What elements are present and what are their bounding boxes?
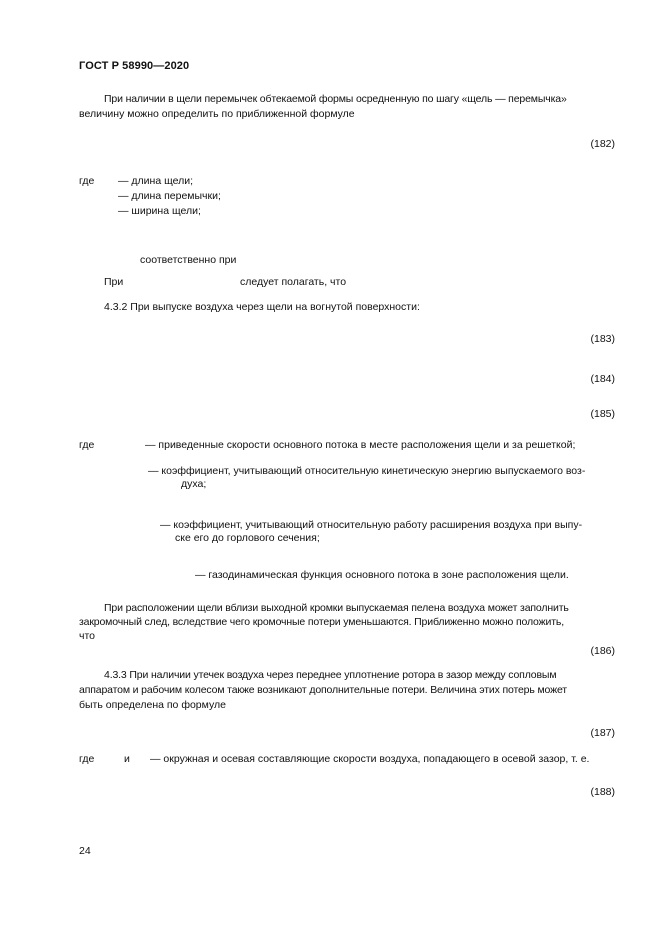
definition-text: духа; xyxy=(181,478,207,490)
equation-number: (184) xyxy=(590,373,615,385)
equation-number: (187) xyxy=(590,727,615,739)
where-label: где xyxy=(79,753,95,765)
definition-text: — окружная и осевая составляющие скорости воздуха, попадающего в осевой зазор, т. е. xyxy=(150,753,590,765)
page-number: 24 xyxy=(79,845,91,857)
section-heading: 4.3.2 При выпуске воздуха через щели на вогнутой поверхности: xyxy=(104,301,420,313)
definition-text: — коэффициент, учитывающий относительную работу расширения воздуха при выпу- xyxy=(160,519,583,531)
definition-text: — длина щели; xyxy=(118,175,194,187)
condition-text: При xyxy=(104,276,124,288)
equation-number: (182) xyxy=(590,138,615,150)
definition-text: — приведенные скорости основного потока в месте расположения щели и за решеткой; xyxy=(145,439,576,451)
equation-number: (185) xyxy=(590,408,615,420)
equation-number: (188) xyxy=(590,786,615,798)
equation-number: (183) xyxy=(590,333,615,345)
paragraph-line: При наличии в щели перемычек обтекаемой формы осредненную по шагу «щель — перемычка» xyxy=(104,93,567,105)
definition-text: — газодинамическая функция основного потока в зоне расположения щели. xyxy=(195,569,569,581)
document-id: ГОСТ Р 58990—2020 xyxy=(79,60,190,72)
paragraph-line: быть определена по формуле xyxy=(79,699,226,711)
equation-number: (186) xyxy=(590,645,615,657)
definition-text: — коэффициент, учитывающий относительную кинетическую энергию выпускаемого воз- xyxy=(148,465,586,477)
definition-text: — ширина щели; xyxy=(118,205,201,217)
where-label: где xyxy=(79,175,95,187)
paragraph-line: 4.3.3 При наличии утечек воздуха через переднее уплотнение ротора в зазор между сопловым xyxy=(104,669,557,681)
paragraph-line: аппаратом и рабочим колесом также возникают дополнительные потери. Величина этих потерь может xyxy=(79,684,567,696)
paragraph-line: величину можно определить по приближенной формуле xyxy=(79,108,355,120)
definition-text: и xyxy=(124,753,130,765)
paragraph-line: При расположении щели вблизи выходной кромки выпускаемая пелена воздуха может заполнить xyxy=(104,602,569,614)
paragraph-line: что xyxy=(79,630,96,642)
definition-text: — длина перемычки; xyxy=(118,190,221,202)
definition-text: соответственно при xyxy=(140,254,237,266)
definition-text: ске его до горлового сечения; xyxy=(175,532,320,544)
where-label: где xyxy=(79,439,95,451)
paragraph-line: закромочный след, вследствие чего кромочные потери уменьшаются. Приближенно можно положить, xyxy=(79,616,564,628)
condition-text: следует полагать, что xyxy=(240,276,347,288)
